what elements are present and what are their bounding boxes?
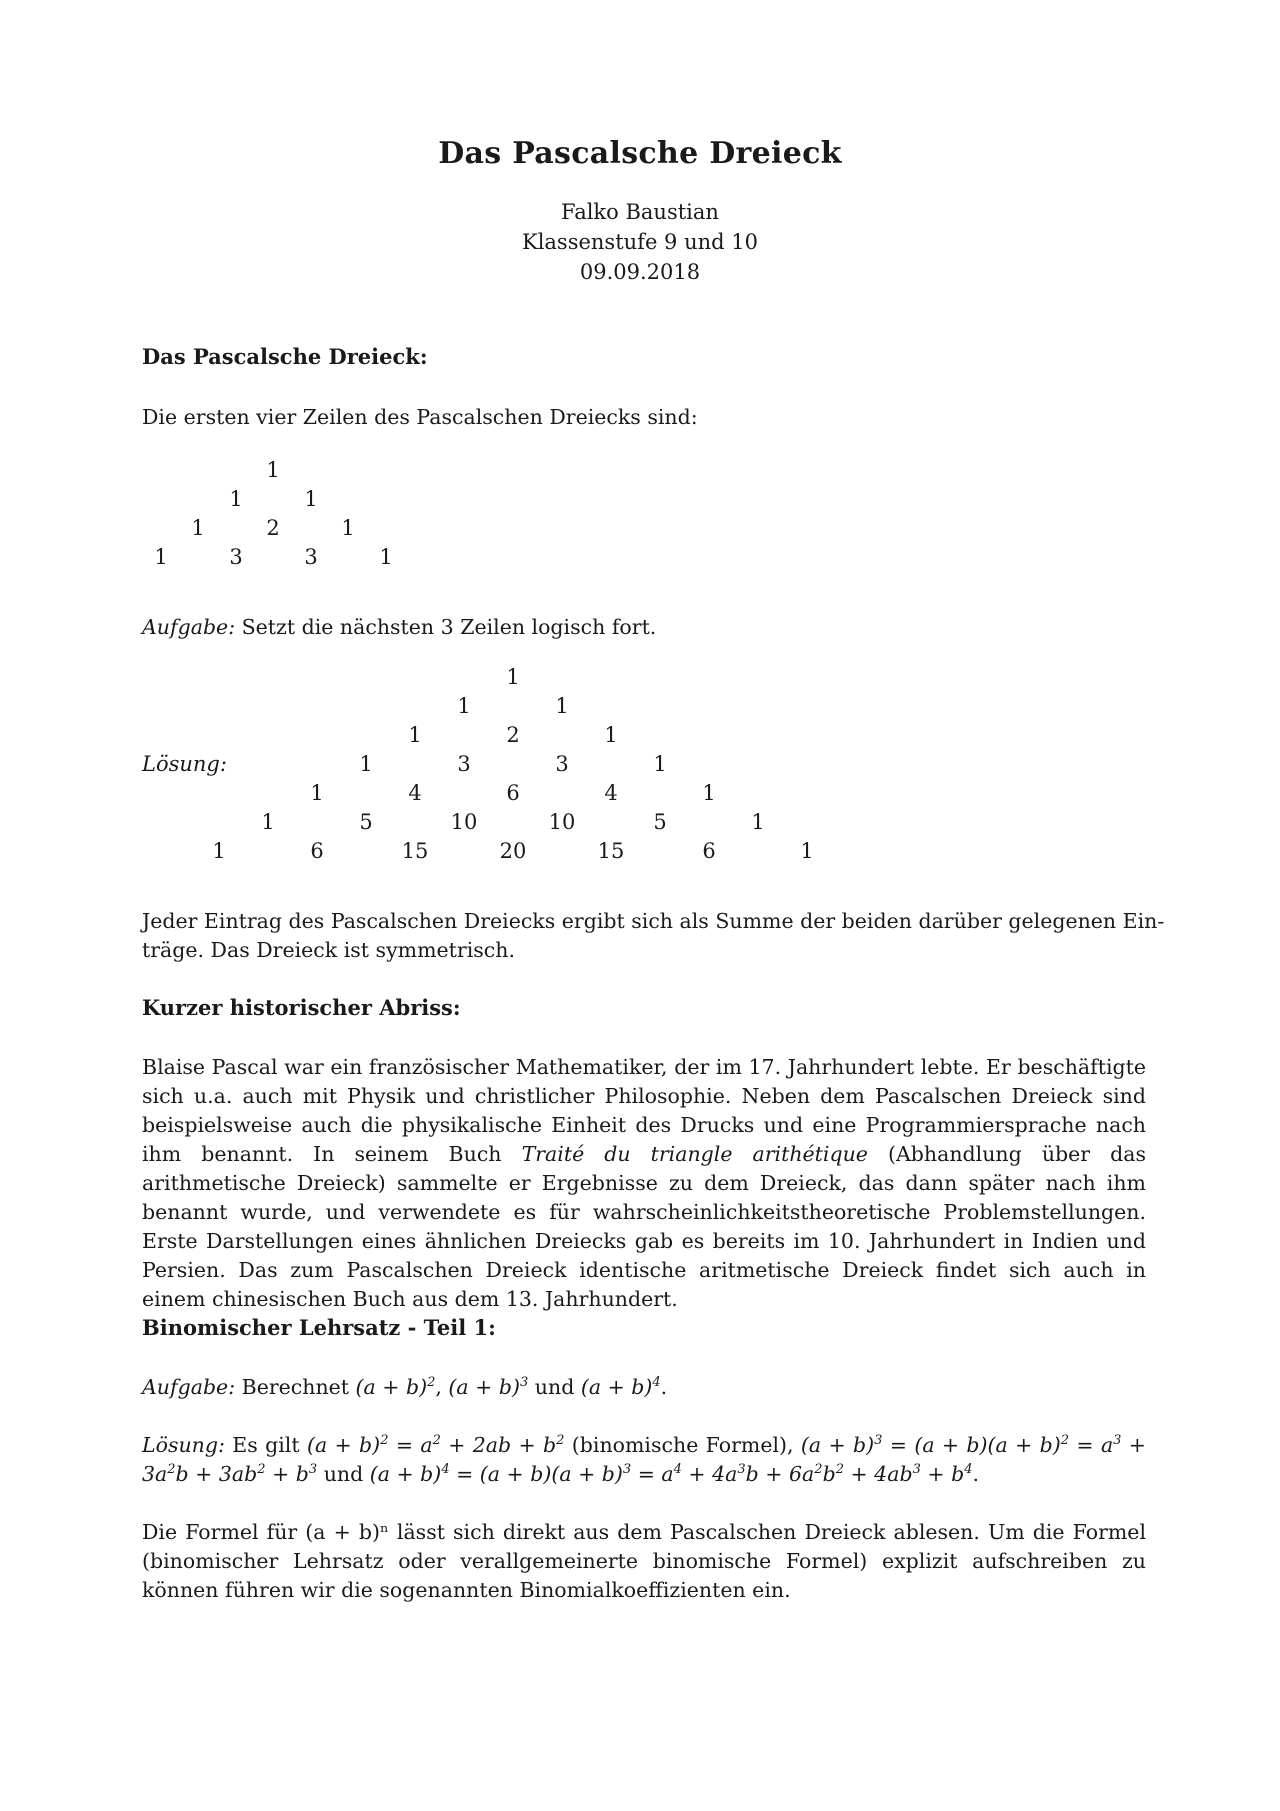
solution-text: (binomische Formel), bbox=[564, 1433, 801, 1457]
formula: $(a + b)^3$ bbox=[448, 1375, 529, 1399]
triangle-large-entry: 5 bbox=[359, 810, 373, 834]
author: Falko Baustian bbox=[561, 200, 719, 224]
task-text: Setzt die nächsten 3 Zeilen logisch fort. bbox=[235, 615, 657, 639]
separator: und bbox=[528, 1375, 581, 1399]
section-heading-binomial: Binomischer Lehrsatz - Teil 1: bbox=[142, 1315, 496, 1340]
triangle-large-entry: 15 bbox=[597, 839, 625, 863]
history-text: (Abhandlung über das arithmetische Dreieck) sammelte er Ergebnisse zu dem Dreieck, das dann später nach ihm benannt wurde, und verwendete es für wahrscheinlichkeitstheoretische Problemstellungen. Erste Darstellungen eines ähnlichen Dreiecks gab es bereits im 10. Jahrhundert in Indien und Persien. Das zum Pascalschen Dreieck identische aritmetische Dreieck findet sich auch in einem chinesischen Buch aus dem 13. Jahrhundert. bbox=[142, 1142, 1146, 1311]
triangle-small-entry: 1 bbox=[154, 545, 168, 569]
rule-text-line2: träge. Das Dreieck ist symmetrisch. bbox=[142, 938, 515, 962]
triangle-large-entry: 1 bbox=[408, 723, 422, 747]
book-title: Traité du triangle arithétique bbox=[521, 1142, 868, 1166]
section-heading-pascal: Das Pascalsche Dreieck: bbox=[142, 344, 428, 369]
task-1 bbox=[142, 613, 1146, 642]
formula-paragraph: Die Formel für (a + b)ⁿ lässt sich direkt aus dem Pascalschen Dreieck ablesen. Um die Formel (binomischer Lehrsatz oder verallgemeinerte binomische Formel) explizit aufschreiben zu können führen wir die sogenannten Binomialkoeffizienten ein. bbox=[142, 1520, 1146, 1602]
separator: , bbox=[435, 1375, 449, 1399]
triangle-small-entry: 3 bbox=[304, 545, 318, 569]
triangle-large-entry: 1 bbox=[310, 781, 324, 805]
triangle-large-entry: 1 bbox=[359, 752, 373, 776]
triangle-large-entry: 20 bbox=[499, 839, 527, 863]
triangle-large-entry: 1 bbox=[555, 694, 569, 718]
triangle-small-entry: 1 bbox=[379, 545, 393, 569]
formula: $(a + b)^4 = (a + b)(a + b)^3 = a^4 + 4a^3b + 6a^2b^2 + 4ab^3 + b^4$ bbox=[369, 1462, 973, 1486]
triangle-large-entry: 1 bbox=[457, 694, 471, 718]
section-heading-history: Kurzer historischer Abriss: bbox=[142, 995, 461, 1020]
formula: $(a + b)^3 = (a + b)(a + b)^2 = a^3 + 3a^2b + 3ab^2 + b^3$ bbox=[142, 1433, 1146, 1486]
solution-label: Lösung: bbox=[142, 752, 227, 776]
separator: . bbox=[660, 1375, 668, 1399]
triangle-large-entry: 1 bbox=[604, 723, 618, 747]
triangle-small-entry: 1 bbox=[304, 487, 318, 511]
task-label: Aufgabe: bbox=[142, 1375, 236, 1399]
task-label: Aufgabe: bbox=[142, 615, 236, 639]
solution-2: Lösung: Es gilt $(a + b)^2 = a^2 + 2ab + b^2$ (binomische Formel), $(a + b)^3 = (a + b)(a + b)^2 = a^3 + 3a^2b + 3ab^2 + b^3$ und $(a + b)^4 = (a + b)(a + b)^3 = a^4 + 4a^3b + 6a^2b^2 + 4ab^3 + b^4$. bbox=[142, 1433, 1146, 1486]
triangle-large-entry: 3 bbox=[555, 752, 569, 776]
date: 09.09.2018 bbox=[579, 260, 701, 284]
triangle-small-entry: 1 bbox=[341, 516, 355, 540]
triangle-large-entry: 1 bbox=[702, 781, 716, 805]
task-2 bbox=[142, 1373, 1146, 1402]
formula: $(a + b)^2$ bbox=[355, 1375, 436, 1399]
triangle-large-entry: 1 bbox=[212, 839, 226, 863]
triangle-large-entry: 4 bbox=[408, 781, 422, 805]
triangle-large-entry: 1 bbox=[506, 665, 520, 689]
triangle-small-entry: 1 bbox=[229, 487, 243, 511]
document-title: Das Pascalsche Dreieck bbox=[438, 136, 842, 171]
triangle-large-entry: 4 bbox=[604, 781, 618, 805]
triangle-large-entry: 6 bbox=[506, 781, 520, 805]
grade-level: Klassenstufe 9 und 10 bbox=[522, 230, 758, 254]
triangle-large-entry: 6 bbox=[702, 839, 716, 863]
triangle-large-entry: 1 bbox=[261, 810, 275, 834]
triangle-large-entry: 5 bbox=[653, 810, 667, 834]
triangle-small-entry: 1 bbox=[266, 458, 280, 482]
triangle-large-entry: 1 bbox=[653, 752, 667, 776]
history-text: Blaise Pascal war ein französischer Mathematiker, der im 17. Jahrhundert lebte. Er beschäftigte sich u.a. auch mit Physik und christlicher Philosophie. Neben dem Pascalschen Dreieck sind beispielsweise auch die physikalische Einheit des Drucks und eine Programmiersprache nach ihm benannt. In seinem Buch bbox=[142, 1055, 1146, 1166]
solution-text: Es gilt bbox=[224, 1433, 307, 1457]
triangle-large-entry: 15 bbox=[401, 839, 429, 863]
triangle-large-entry: 3 bbox=[457, 752, 471, 776]
triangle-large-entry: 1 bbox=[800, 839, 814, 863]
triangle-large-entry: 6 bbox=[310, 839, 324, 863]
rule-text-line1: Jeder Eintrag des Pascalschen Dreiecks ergibt sich als Summe der beiden darüber gelegenen Ein- bbox=[142, 909, 1165, 933]
triangle-small-entry: 1 bbox=[191, 516, 205, 540]
triangle-large-entry: 10 bbox=[450, 810, 478, 834]
task-text: Berechnet bbox=[235, 1375, 356, 1399]
formula: $(a + b)^2 = a^2 + 2ab + b^2$ bbox=[306, 1433, 565, 1457]
intro-text: Die ersten vier Zeilen des Pascalschen Dreiecks sind: bbox=[142, 405, 698, 429]
triangle-small-entry: 3 bbox=[229, 545, 243, 569]
triangle-large-entry: 1 bbox=[751, 810, 765, 834]
formula: $(a + b)^4$ bbox=[580, 1375, 661, 1399]
triangle-large-entry: 2 bbox=[506, 723, 520, 747]
solution-label: Lösung: bbox=[142, 1433, 225, 1457]
solution-text: und bbox=[317, 1462, 370, 1486]
triangle-small-entry: 2 bbox=[266, 516, 280, 540]
history-paragraph bbox=[142, 1053, 1146, 1314]
triangle-large-entry: 10 bbox=[548, 810, 576, 834]
